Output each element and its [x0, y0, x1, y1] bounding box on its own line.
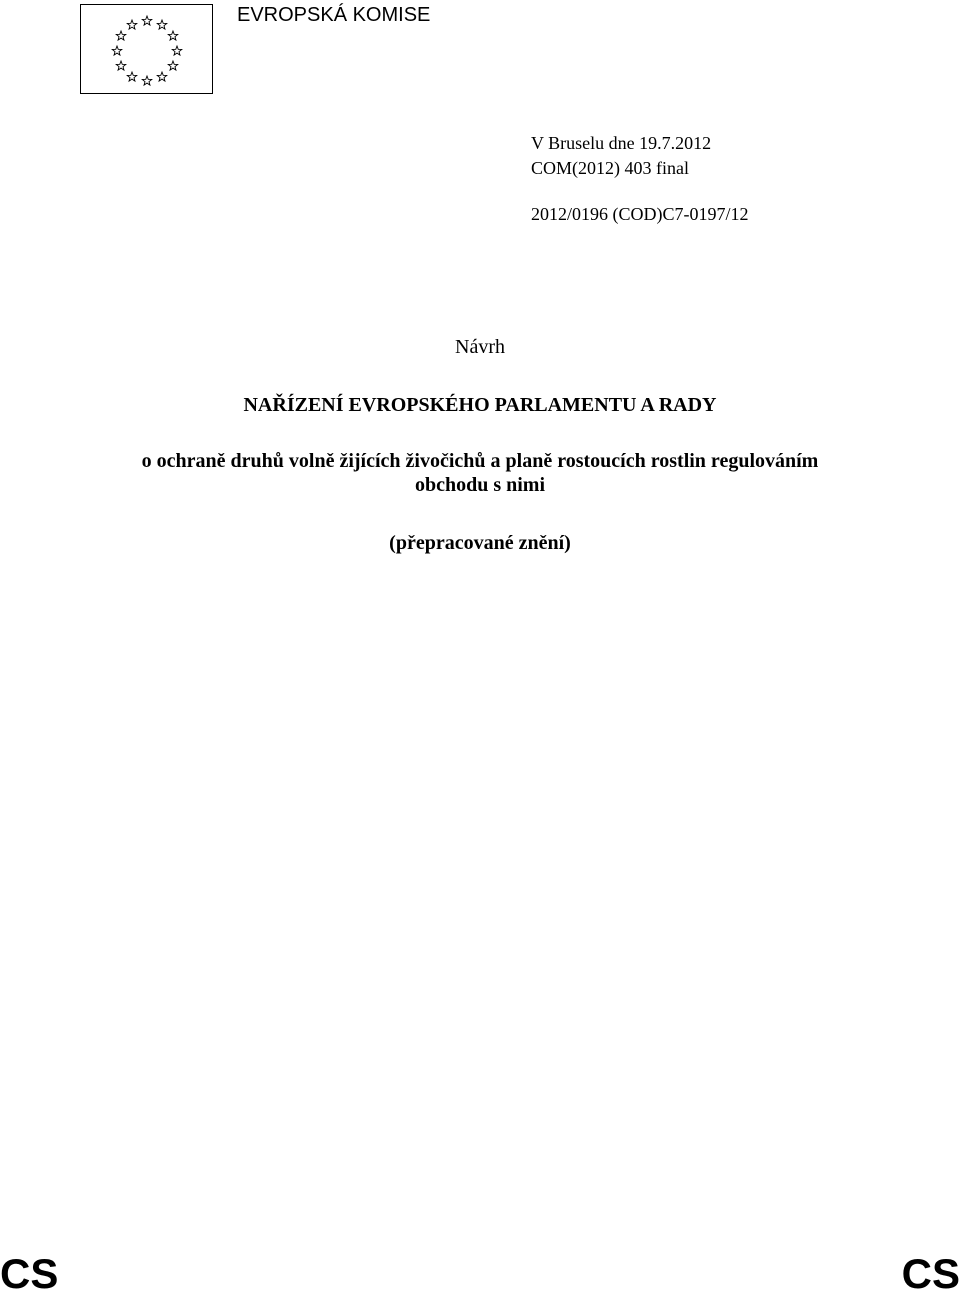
institution-name: EVROPSKÁ KOMISE — [237, 4, 431, 26]
document-subtitle-line: obchodu s nimi — [414, 474, 546, 496]
language-code-right: CS — [901, 1250, 960, 1297]
star-icon — [142, 16, 152, 25]
star-icon — [168, 31, 178, 40]
star-icon — [127, 20, 137, 29]
star-icon — [168, 61, 178, 70]
document-subtitle — [0, 449, 960, 497]
eu-logo — [80, 4, 213, 94]
star-icon — [116, 31, 126, 40]
star-icon — [157, 20, 167, 29]
recast-note: (přepracované znění) — [389, 532, 571, 554]
date-line: V Bruselu dne 19.7.2012 — [531, 133, 712, 153]
language-code-left: CS — [0, 1250, 59, 1297]
document-type: Návrh — [455, 336, 505, 358]
procedure-number: 2012/0196 (COD)C7-0197/12 — [531, 204, 749, 224]
star-icon — [142, 76, 152, 85]
star-icon — [112, 46, 122, 55]
star-icon — [172, 46, 182, 55]
com-number: COM(2012) 403 final — [531, 158, 689, 178]
star-icon — [116, 61, 126, 70]
star-icon — [127, 72, 137, 81]
star-icon — [157, 72, 167, 81]
document-title: NAŘÍZENÍ EVROPSKÉHO PARLAMENTU A RADY — [243, 394, 717, 416]
document-subtitle-line: o ochraně druhů volně žijících živočichů a planě rostoucích rostlin regulováním — [141, 450, 819, 472]
eu-flag-stars-icon — [81, 5, 212, 93]
